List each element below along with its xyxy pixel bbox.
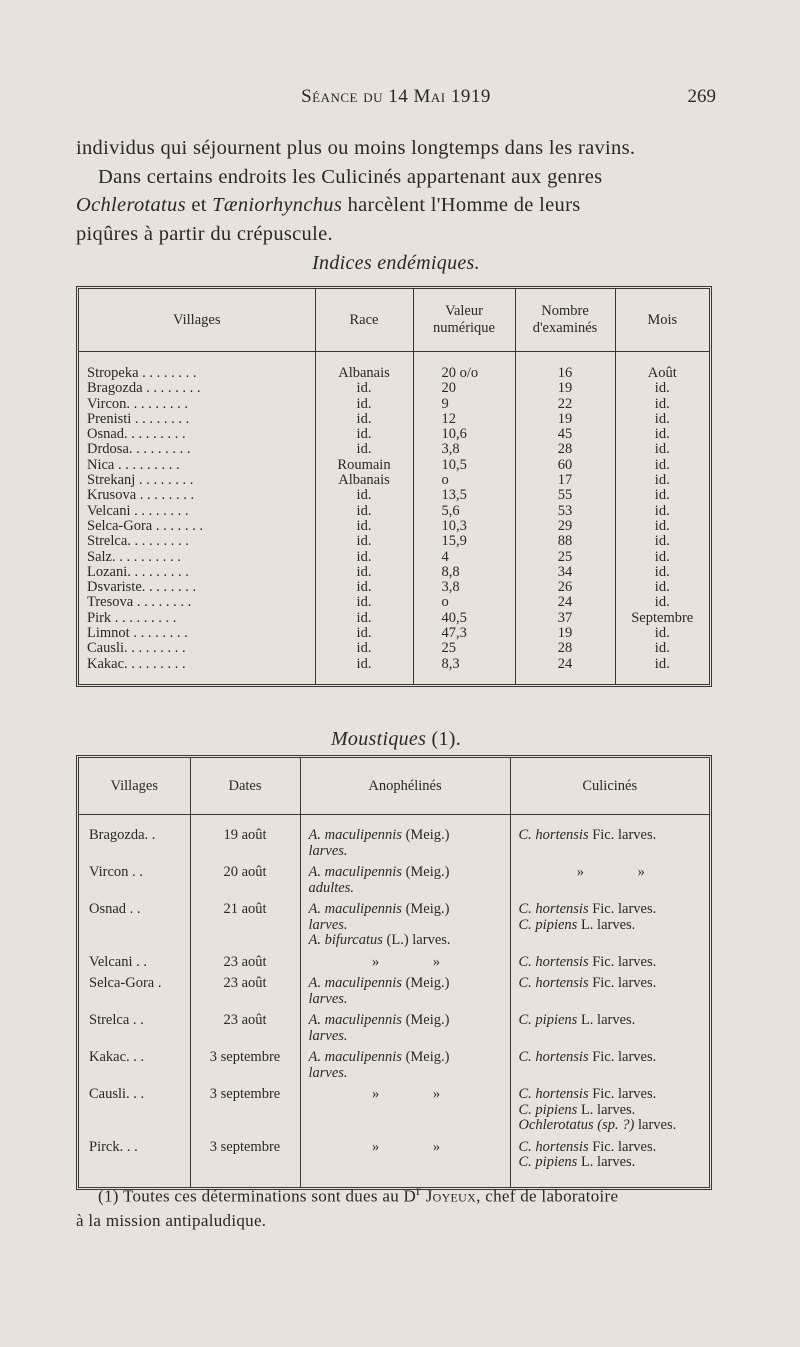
nombre-cell: 24	[515, 657, 615, 684]
table-row	[79, 970, 709, 1007]
race-cell: id.	[315, 626, 413, 641]
species-name: »	[576, 864, 584, 880]
culicine-cell	[510, 970, 709, 1007]
table-row	[79, 381, 709, 396]
race-cell: id.	[315, 580, 413, 595]
mois-cell: Septembre	[631, 609, 694, 626]
valeur-cell: o	[413, 473, 515, 488]
text-span: harcèlent l'Homme de leurs	[347, 194, 581, 216]
village-cell: Drdosa. . . . . . . . .	[79, 442, 315, 457]
cell-line	[519, 902, 704, 918]
anopheline-cell	[300, 1044, 510, 1081]
endemic-table	[79, 289, 709, 684]
species-name: A. maculipennis	[308, 1049, 402, 1065]
species-name: larves.	[308, 1027, 348, 1044]
species-name: »	[371, 1086, 380, 1102]
species-detail: »	[432, 1138, 441, 1155]
cell-line	[519, 1013, 704, 1029]
species-name: C. hortensis	[518, 1086, 589, 1102]
table-row	[79, 504, 709, 519]
footnote-marker: (1)	[98, 1186, 119, 1206]
culicine-cell	[510, 949, 709, 971]
col-header-villages: Villages	[79, 758, 190, 815]
species-name: larves.	[308, 916, 348, 933]
species-detail: L. larves.	[580, 1012, 636, 1028]
species-detail: Fic. larves.	[592, 1138, 657, 1155]
nombre-cell: 19	[515, 381, 615, 396]
culicine-cell	[510, 1081, 709, 1134]
cell-line	[519, 955, 704, 971]
species-name: A. maculipennis	[308, 864, 402, 880]
species-name: larves.	[308, 842, 348, 859]
valeur-cell: 8,3	[413, 657, 515, 684]
valeur-cell: 10,6	[413, 427, 515, 442]
species-name: C. pipiens	[518, 1012, 578, 1028]
footnote	[76, 1179, 716, 1233]
race-cell: id.	[315, 611, 413, 626]
species-name: adultes.	[308, 879, 355, 896]
table-row	[79, 488, 709, 503]
species-detail: »	[432, 953, 441, 970]
species-detail: (Meig.)	[405, 1012, 450, 1028]
cell-line	[309, 1013, 504, 1029]
anopheline-cell	[300, 970, 510, 1007]
table-row	[79, 641, 709, 656]
mois-cell: id.	[654, 456, 670, 473]
table-row	[79, 458, 709, 473]
body-paragraph	[76, 134, 716, 248]
valeur-cell: 20	[413, 381, 515, 396]
date-cell: 21 août	[190, 896, 300, 949]
date-cell: 3 septembre	[190, 1081, 300, 1134]
anopheline-cell	[300, 896, 510, 949]
species-name: A. maculipennis	[308, 1012, 402, 1028]
village-cell: Pirk . . . . . . . . .	[79, 611, 315, 626]
race-cell: Albanais	[315, 352, 413, 382]
cell-line	[519, 1155, 704, 1171]
mois-cell: id.	[654, 640, 670, 657]
col-header-race: Race	[315, 289, 413, 352]
text-span: et	[191, 194, 207, 216]
cell-line	[519, 1140, 704, 1156]
date-cell: 3 septembre	[190, 1044, 300, 1081]
species-name: C. pipiens	[518, 916, 578, 933]
valeur-cell: 3,8	[413, 580, 515, 595]
species-detail: »	[432, 1086, 441, 1102]
species-name: larves.	[308, 1064, 348, 1081]
valeur-cell: 13,5	[413, 488, 515, 503]
race-cell: id.	[315, 657, 413, 684]
valeur-cell: 8,8	[413, 565, 515, 580]
village-cell: Osnad. . . . . . . . .	[79, 427, 315, 442]
cell-line	[309, 881, 504, 897]
col-header-culicines: Culicinés	[510, 758, 709, 815]
village-cell: Salz. . . . . . . . . .	[79, 550, 315, 565]
species-name: C. hortensis	[518, 901, 589, 917]
valeur-cell: 4	[413, 550, 515, 565]
genus-name: Ochlerotatus	[76, 194, 186, 216]
table-row	[79, 611, 709, 626]
table-row	[79, 427, 709, 442]
species-name: »	[371, 1138, 380, 1155]
table-body	[79, 352, 709, 684]
anopheline-cell	[300, 859, 510, 896]
footnote-text: , chef de laboratoire	[476, 1186, 619, 1206]
valeur-cell: 9	[413, 397, 515, 412]
race-cell: id.	[315, 550, 413, 565]
text-span: Dans certains endroits les Culicinés appartenant aux genres	[98, 165, 603, 188]
cell-line	[519, 918, 704, 934]
mois-cell: id.	[654, 410, 670, 427]
mosquito-table	[79, 758, 709, 1187]
village-cell: Causli. . . . . . . . .	[79, 641, 315, 656]
cell-line	[519, 1050, 704, 1066]
species-name: C. hortensis	[518, 953, 589, 970]
date-cell: 23 août	[190, 949, 300, 971]
text-line: individus qui séjournent plus ou moins longtemps dans les ravins.	[76, 137, 636, 159]
nombre-cell: 37	[515, 611, 615, 626]
village-cell: Causli. . .	[79, 1081, 190, 1134]
culicine-cell	[510, 1007, 709, 1044]
mois-cell: id.	[654, 441, 670, 458]
species-detail: Fic. larves.	[592, 1049, 657, 1065]
culicine-cell	[510, 859, 709, 896]
nombre-cell: 55	[515, 488, 615, 503]
species-detail: (Meig.)	[405, 975, 450, 991]
anopheline-cell	[300, 1007, 510, 1044]
village-cell: Strelca. . . . . . . . .	[79, 534, 315, 549]
table-row	[79, 580, 709, 595]
species-name: C. hortensis	[518, 1138, 589, 1155]
mois-cell: id.	[654, 548, 670, 565]
table-row	[79, 1081, 709, 1134]
valeur-cell: 40,5	[413, 611, 515, 626]
nombre-cell: 45	[515, 427, 615, 442]
species-detail: L. larves.	[580, 1154, 636, 1170]
species-name: C. hortensis	[518, 975, 589, 991]
table1-caption: Indices endémiques.	[312, 252, 480, 274]
mois-cell: id.	[654, 563, 670, 580]
nombre-cell: 16	[515, 352, 615, 382]
mois-cell: id.	[654, 533, 670, 550]
village-cell: Vircon . .	[79, 859, 190, 896]
mois-cell: id.	[654, 655, 670, 672]
race-cell: id.	[315, 488, 413, 503]
table-row	[79, 412, 709, 427]
valeur-cell: o	[413, 595, 515, 610]
valeur-cell: 10,5	[413, 458, 515, 473]
nombre-cell: 19	[515, 412, 615, 427]
species-detail: Fic. larves.	[592, 975, 657, 991]
species-name: Ochlerotatus (sp. ?)	[518, 1117, 635, 1133]
table-row	[79, 626, 709, 641]
race-cell: Albanais	[315, 473, 413, 488]
village-cell: Bragozda. .	[79, 815, 190, 860]
nombre-cell: 88	[515, 534, 615, 549]
cell-line	[309, 1029, 504, 1045]
species-detail: (Meig.)	[405, 901, 450, 917]
race-cell: id.	[315, 381, 413, 396]
species-detail: »	[637, 864, 645, 880]
valeur-cell: 20 o/o	[413, 352, 515, 382]
race-cell: id.	[315, 427, 413, 442]
species-name: A. maculipennis	[308, 975, 402, 991]
species-detail: (Meig.)	[405, 827, 450, 843]
species-detail: Fic. larves.	[592, 1086, 657, 1102]
species-name: A. bifurcatus	[308, 932, 383, 948]
valeur-cell: 5,6	[413, 504, 515, 519]
text-line	[76, 163, 716, 192]
col-header-anophelines: Anophélinés	[300, 758, 510, 815]
table2-caption	[76, 728, 716, 751]
mois-cell: id.	[654, 472, 670, 489]
mois-cell: id.	[654, 594, 670, 611]
nombre-cell: 28	[515, 641, 615, 656]
cell-line	[309, 933, 504, 949]
table-row	[79, 442, 709, 457]
cell-line	[309, 976, 504, 992]
cell-line	[519, 976, 704, 992]
table-row	[79, 595, 709, 610]
species-detail: L. larves.	[580, 916, 636, 933]
cell-line	[309, 865, 504, 881]
race-cell: id.	[315, 397, 413, 412]
nombre-cell: 25	[515, 550, 615, 565]
cell-line	[309, 1140, 504, 1156]
table-row	[79, 550, 709, 565]
table-mosquitoes	[76, 755, 712, 1190]
nombre-cell: 22	[515, 397, 615, 412]
mois-cell: Août	[647, 365, 677, 381]
species-name: A. maculipennis	[308, 901, 402, 917]
footnote-sup: r	[416, 1183, 422, 1199]
col-header-villages: Villages	[79, 289, 315, 352]
species-detail: Fic. larves.	[592, 827, 657, 843]
species-detail: larves.	[637, 1117, 677, 1133]
col-header-nombre: Nombre d'examinés	[515, 289, 615, 352]
culicine-cell	[510, 896, 709, 949]
village-cell: Selca-Gora . . . . . . .	[79, 519, 315, 534]
table-endemic-indices	[76, 286, 712, 687]
cell-line	[309, 1066, 504, 1082]
village-cell: Prenisti . . . . . . . .	[79, 412, 315, 427]
table-body	[79, 815, 709, 1187]
village-cell: Velcani . . . . . . . .	[79, 504, 315, 519]
anopheline-cell	[300, 1081, 510, 1134]
genus-name: Tæniorhynchus	[212, 194, 343, 216]
cell-line	[309, 828, 504, 844]
culicine-cell	[510, 815, 709, 860]
species-detail: (Meig.)	[405, 1049, 450, 1065]
village-cell: Strelca . .	[79, 1007, 190, 1044]
footnote-text: à la mission antipaludique.	[76, 1210, 267, 1230]
race-cell: Roumain	[315, 458, 413, 473]
race-cell: id.	[315, 412, 413, 427]
date-cell: 19 août	[190, 815, 300, 860]
nombre-cell: 34	[515, 565, 615, 580]
anopheline-cell	[300, 815, 510, 860]
village-cell: Stropeka . . . . . . . .	[79, 352, 315, 382]
nombre-cell: 19	[515, 626, 615, 641]
village-cell: Lozani. . . . . . . . .	[79, 565, 315, 580]
text-line: piqûres à partir du crépuscule.	[76, 222, 333, 245]
date-cell: 23 août	[190, 970, 300, 1007]
cell-line	[519, 865, 704, 881]
nombre-cell: 24	[515, 595, 615, 610]
species-detail: Fic. larves.	[592, 953, 657, 970]
author-name: Joyeux	[425, 1186, 477, 1206]
date-cell: 3 septembre	[190, 1134, 300, 1187]
table-row	[79, 1007, 709, 1044]
header-row	[79, 758, 709, 815]
valeur-cell: 10,3	[413, 519, 515, 534]
running-header	[76, 86, 716, 112]
date-cell: 20 août	[190, 859, 300, 896]
village-cell: Kakac. . .	[79, 1044, 190, 1081]
race-cell: id.	[315, 534, 413, 549]
village-cell: Selca-Gora .	[79, 970, 190, 1007]
table-row	[79, 534, 709, 549]
race-cell: id.	[315, 565, 413, 580]
table-row	[79, 859, 709, 896]
cell-line	[519, 828, 704, 844]
caption-text: Moustiques	[330, 728, 427, 750]
village-cell: Limnot . . . . . . . .	[79, 626, 315, 641]
mois-cell: id.	[654, 380, 670, 397]
nombre-cell: 29	[515, 519, 615, 534]
nombre-cell: 53	[515, 504, 615, 519]
table-row	[79, 473, 709, 488]
cell-line	[519, 1103, 704, 1119]
nombre-cell: 28	[515, 442, 615, 457]
col-header-valeur: Valeur numérique	[413, 289, 515, 352]
valeur-cell: 3,8	[413, 442, 515, 457]
header-row	[79, 289, 709, 352]
caption-note: (1).	[431, 728, 462, 750]
col-header-mois: Mois	[615, 289, 709, 352]
mois-cell: id.	[654, 487, 670, 504]
page-number: 269	[687, 86, 716, 107]
species-name: larves.	[308, 990, 348, 1007]
nombre-cell: 17	[515, 473, 615, 488]
species-detail: L. larves.	[580, 1101, 636, 1118]
valeur-cell: 47,3	[413, 626, 515, 641]
village-cell: Dsvariste. . . . . . . .	[79, 580, 315, 595]
species-detail: Fic. larves.	[592, 901, 657, 917]
cell-line	[519, 1087, 704, 1103]
village-cell: Osnad . .	[79, 896, 190, 949]
table-row	[79, 657, 709, 684]
species-name: C. hortensis	[518, 1049, 589, 1065]
village-cell: Vircon. . . . . . . . .	[79, 397, 315, 412]
date-cell: 23 août	[190, 1007, 300, 1044]
village-cell: Krusova . . . . . . . .	[79, 488, 315, 503]
col-header-dates: Dates	[190, 758, 300, 815]
mois-cell: id.	[654, 502, 670, 519]
valeur-cell: 15,9	[413, 534, 515, 549]
species-name: C. pipiens	[518, 1154, 578, 1170]
anopheline-cell	[300, 949, 510, 971]
text-line	[76, 191, 716, 220]
species-detail: (L.) larves.	[386, 932, 451, 948]
cell-line	[309, 1050, 504, 1066]
table-row	[79, 1044, 709, 1081]
nombre-cell: 60	[515, 458, 615, 473]
cell-line	[309, 992, 504, 1008]
cell-line	[309, 955, 504, 971]
header-title: Séance du 14 Mai 1919	[301, 86, 491, 107]
village-cell: Nica . . . . . . . . .	[79, 458, 315, 473]
valeur-cell: 12	[413, 412, 515, 427]
species-detail: (Meig.)	[405, 864, 450, 880]
village-cell: Tresova . . . . . . . .	[79, 595, 315, 610]
table-row	[79, 565, 709, 580]
species-name: C. pipiens	[518, 1101, 578, 1118]
village-cell: Kakac. . . . . . . . .	[79, 657, 315, 684]
race-cell: id.	[315, 595, 413, 610]
species-name: A. maculipennis	[308, 827, 402, 843]
table-row	[79, 519, 709, 534]
species-name: C. hortensis	[518, 827, 589, 843]
nombre-cell: 26	[515, 580, 615, 595]
mois-cell: id.	[654, 395, 670, 412]
mois-cell: id.	[654, 426, 670, 443]
mois-cell: id.	[654, 625, 670, 642]
mois-cell: id.	[654, 517, 670, 534]
cell-line	[309, 918, 504, 934]
mois-cell: id.	[654, 579, 670, 596]
table-row	[79, 896, 709, 949]
culicine-cell	[510, 1044, 709, 1081]
race-cell: id.	[315, 504, 413, 519]
table-row	[79, 352, 709, 382]
table-row	[79, 815, 709, 860]
table-row	[79, 949, 709, 971]
race-cell: id.	[315, 519, 413, 534]
village-cell: Bragozda . . . . . . . .	[79, 381, 315, 396]
village-cell: Pirck. . .	[79, 1134, 190, 1187]
cell-line	[309, 1087, 504, 1103]
village-cell: Velcani . .	[79, 949, 190, 971]
species-name: »	[371, 953, 380, 970]
valeur-cell: 25	[413, 641, 515, 656]
cell-line	[309, 902, 504, 918]
cell-line	[309, 844, 504, 860]
race-cell: id.	[315, 442, 413, 457]
cell-line	[519, 1118, 704, 1134]
footnote-text: Toutes ces déterminations sont dues au D	[122, 1186, 417, 1206]
race-cell: id.	[315, 641, 413, 656]
table-row	[79, 397, 709, 412]
village-cell: Strekanj . . . . . . . .	[79, 473, 315, 488]
